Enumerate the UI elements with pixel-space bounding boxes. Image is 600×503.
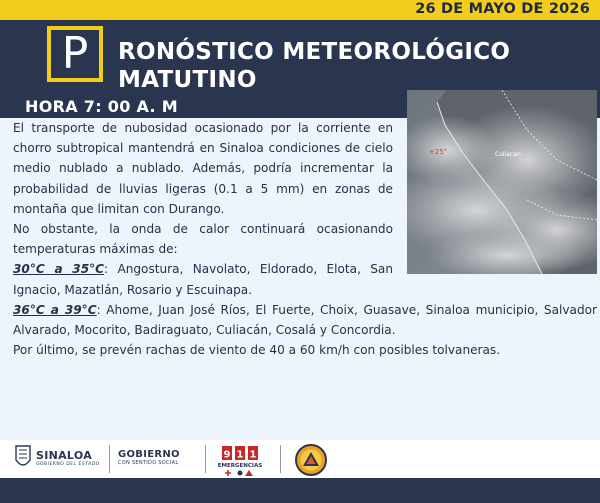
gobierno-logo-subtext: CON SENTIDO SOCIAL <box>118 460 179 466</box>
title-initial: P <box>61 28 89 79</box>
range-1-places: : Angostura, Navolato, Eldorado, Elota, San Ignacio, Mazatlán, Rosario y Escuinapa. <box>13 262 393 297</box>
footer-divider <box>109 445 110 473</box>
gobierno-logo-text: GOBIERNO <box>118 449 180 460</box>
footer-divider <box>205 445 206 473</box>
paragraph-heat-wave: No obstante, la onda de calor continuará ocasionando temperaturas máximas de: <box>13 222 393 257</box>
sinaloa-logo-text: SINALOA <box>36 449 93 462</box>
paragraph-wind: Por último, se prevén rachas de viento de 40 a 60 km/h con posibles tolvaneras. <box>13 343 501 358</box>
emergency-label: EMERGENCIAS <box>218 463 262 469</box>
footer-bar <box>0 478 600 503</box>
svg-text:1: 1 <box>236 449 244 461</box>
title-initial-box <box>47 26 103 82</box>
sinaloa-logo <box>14 444 100 472</box>
svg-text:1: 1 <box>249 449 257 461</box>
paragraph-cloud-conditions: El transporte de nubosidad ocasionado por la corriente en chorro subtropical mantendrá en Sinaloa condiciones de cielo medio nublado a nublado. Además, podría incrementar la probabilidad de lluvias ligeras (0.1 a 5 mm) en zonas de montaña que limitan con Durango. <box>13 121 393 216</box>
satellite-image <box>407 90 597 274</box>
temperature-range-2: 36°C a 39°C <box>13 302 97 317</box>
proteccion-civil-logo <box>294 443 328 481</box>
page-title: RONÓSTICO METEOROLÓGICO MATUTINO <box>118 39 511 93</box>
sinaloa-logo-subtext: GOBIERNO DEL ESTADO <box>36 462 100 467</box>
forecast-hour: HORA 7: 00 A. M <box>25 97 178 116</box>
gobierno-logo <box>118 449 180 466</box>
911-emergency-icon <box>218 444 262 478</box>
range-2-places: : Ahome, Juan José Ríos, El Fuerte, Choix, Guasave, Sinaloa municipio, Salvador Alvarado, Mocorito, Badiraguato, Culiacán, Cosalá y Concordia. <box>13 302 597 338</box>
satellite-temp-label: +25° <box>429 148 448 156</box>
svg-text:9: 9 <box>223 449 231 461</box>
forecast-text <box>13 118 597 440</box>
satellite-city-label: Culiacan <box>495 151 521 158</box>
proteccion-civil-icon <box>294 443 328 477</box>
sinaloa-shield-icon <box>14 444 32 472</box>
footer-divider <box>280 445 281 473</box>
satellite-map-graphic <box>407 90 597 274</box>
paragraph-range-2 <box>13 300 597 340</box>
temperature-range-1: 30°C a 35°C <box>13 262 105 277</box>
emergency-911-logo <box>218 444 262 482</box>
date-label: 26 DE MAYO DE 2026 <box>415 1 590 17</box>
